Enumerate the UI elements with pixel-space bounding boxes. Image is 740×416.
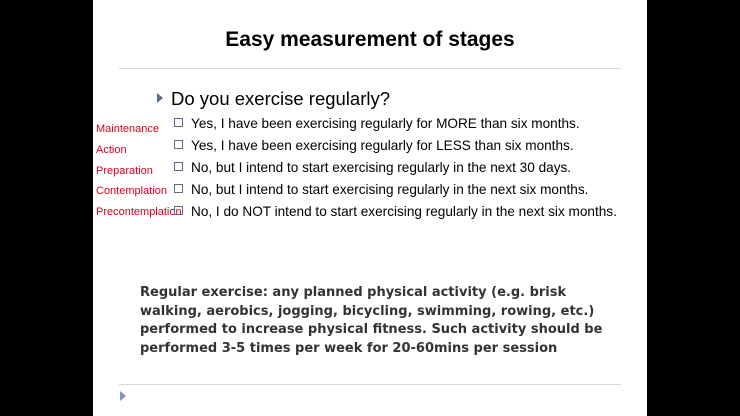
bullet-triangle-icon [157,93,163,103]
title-divider [119,68,621,69]
checkbox-icon [174,118,183,127]
option-text: No, but I intend to start exercising regularly in the next six months. [191,182,589,197]
stage-label-contemplation: Contemplation [96,185,167,197]
stage-label-preparation: Preparation [96,165,153,177]
stage-label-maintenance: Maintenance [96,123,159,135]
option-contemplation [174,182,588,197]
question-text: Do you exercise regularly? [171,88,391,109]
footer-divider [119,384,621,385]
regular-exercise-definition: Regular exercise: any planned physical activity (e.g. brisk walking, aerobics, jogging, bicycling, swimming, rowing, etc.) performed to increase physical fitness. Such activity should be performed 3-5 times per week for 20-60mins per session [140,285,603,356]
question [157,88,390,110]
option-text: No, but I intend to start exercising regularly in the next 30 days. [191,160,572,175]
option-precontemplation [174,204,617,219]
option-text: Yes, I have been exercising regularly for MORE than six months. [191,116,580,131]
stage-label-precontemplation: Precontemplation [96,206,182,218]
stage-label-action: Action [96,144,127,156]
slide [93,0,647,416]
checkbox-icon [174,162,183,171]
option-text: No, I do NOT intend to start exercising regularly in the next six months. [191,204,617,219]
slide-title: Easy measurement of stages [225,28,515,51]
next-slide-icon[interactable] [120,391,126,401]
checkbox-icon [174,140,183,149]
checkbox-icon [174,184,183,193]
option-preparation [174,160,571,175]
option-text: Yes, I have been exercising regularly for LESS than six months. [191,138,574,153]
option-action [174,138,574,153]
checkbox-icon [174,206,183,215]
option-maintenance [174,116,580,131]
